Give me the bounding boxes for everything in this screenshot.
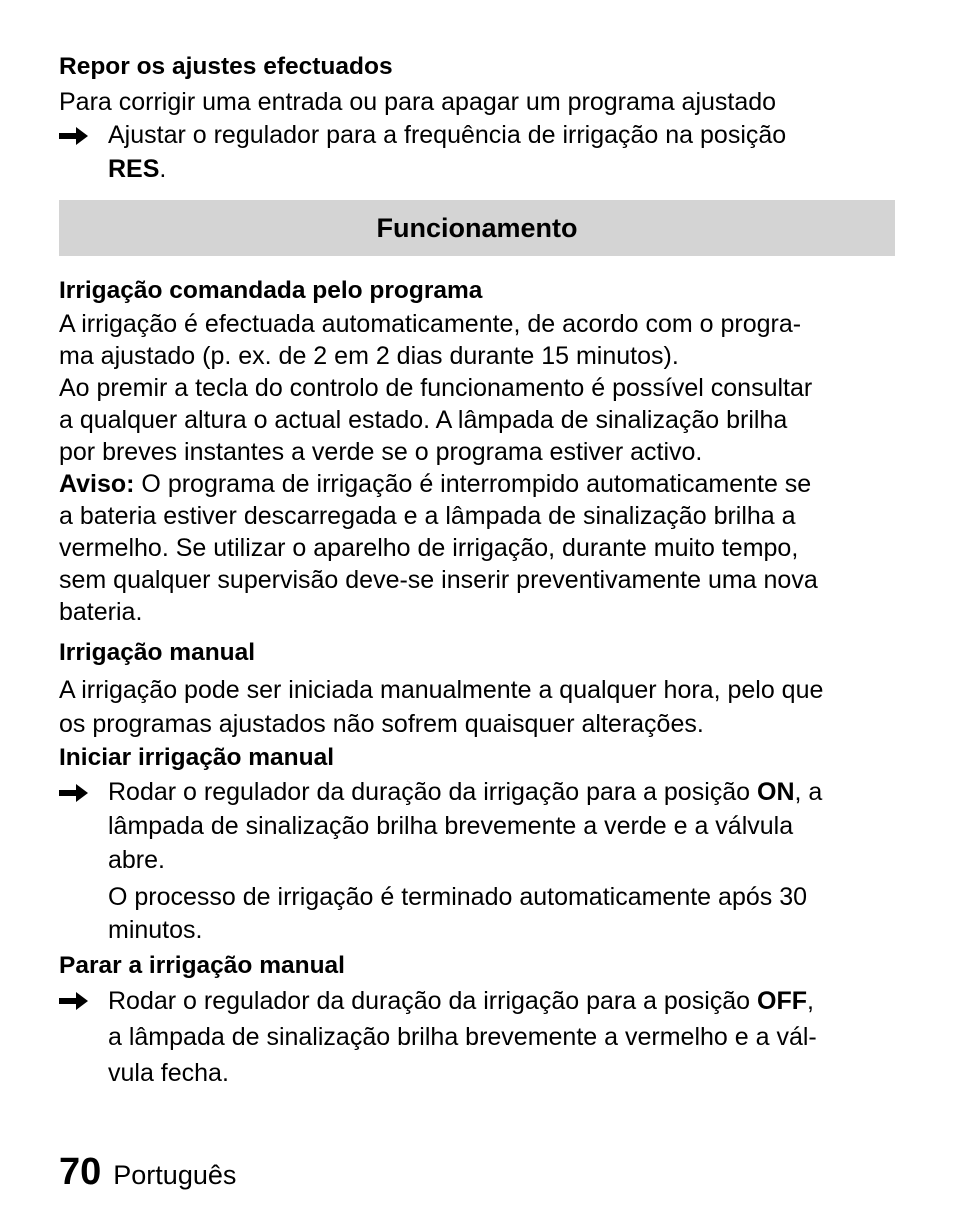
paragraph: Para corrigir uma entrada ou para apagar um programa ajustado <box>59 88 777 116</box>
arrow-right-icon <box>59 126 89 146</box>
section-manual-irrigation <box>59 638 895 741</box>
paragraph-line: a qualquer altura o actual estado. A lâmpada de sinalização brilha <box>59 406 788 434</box>
paragraph-line: Ao premir a tecla do controlo de funcionamento é possível consultar <box>59 374 813 402</box>
section-banner <box>59 200 895 256</box>
paragraph-line: bateria. <box>59 598 143 626</box>
instruction-bullet <box>59 983 895 1091</box>
section-heading: Repor os ajustes efectuados <box>59 53 393 80</box>
bullet-text: Rodar o regulador da duração da irrigação para a posição <box>108 987 758 1015</box>
instruction-bullet <box>59 118 895 186</box>
section-heading: Irrigação manual <box>59 639 256 666</box>
bullet-text: lâmpada de sinalização brilha brevemente a verde e a válvula <box>108 812 794 840</box>
bullet-text: a lâmpada de sinalização brilha brevemente a vermelho e a vál- <box>108 1023 817 1051</box>
section-program-irrigation <box>59 276 895 628</box>
paragraph-line: os programas ajustados não sofrem quaisquer alterações. <box>59 710 704 738</box>
manual-page <box>59 52 895 1091</box>
warning-label: Aviso: <box>59 470 135 498</box>
section-reset <box>59 52 895 186</box>
page-footer <box>59 1150 236 1194</box>
warning-text: O programa de irrigação é interrompido automaticamente se <box>134 470 812 498</box>
paragraph-line: A irrigação pode ser iniciada manualmente a qualquer hora, pelo que <box>59 676 824 704</box>
section-stop-manual <box>59 951 895 1091</box>
language-label: Português <box>113 1160 237 1190</box>
arrow-right-icon <box>59 991 89 1011</box>
bullet-text: , a <box>794 778 823 806</box>
banner-title: Funcionamento <box>376 212 578 243</box>
section-heading: Parar a irrigação manual <box>59 952 345 979</box>
instruction-bullet <box>59 775 895 877</box>
section-heading: Iniciar irrigação manual <box>59 744 335 771</box>
paragraph-line: A irrigação é efectuada automaticamente, de acordo com o progra- <box>59 310 802 338</box>
arrow-right-icon <box>59 783 89 803</box>
position-off: OFF <box>757 987 808 1015</box>
section-start-manual <box>59 743 895 947</box>
note-line: O processo de irrigação é terminado automaticamente após 30 <box>108 883 807 911</box>
note-line: minutos. <box>108 916 203 944</box>
paragraph-line: por breves instantes a verde se o programa estiver activo. <box>59 438 703 466</box>
bullet-text: Ajustar o regulador para a frequência de irrigação na posição <box>108 121 787 149</box>
bullet-text: , <box>807 987 814 1015</box>
section-heading: Irrigação comandada pelo programa <box>59 277 483 304</box>
paragraph-line: vermelho. Se utilizar o aparelho de irrigação, durante muito tempo, <box>59 534 799 562</box>
bullet-text-end: . <box>159 155 167 183</box>
paragraph-line: sem qualquer supervisão deve-se inserir preventivamente uma nova <box>59 566 818 594</box>
paragraph-line: a bateria estiver descarregada e a lâmpada de sinalização brilha a <box>59 502 796 530</box>
position-res: RES <box>108 155 160 183</box>
paragraph-line: ma ajustado (p. ex. de 2 em 2 dias durante 15 minutos). <box>59 342 679 370</box>
position-on: ON <box>757 778 795 806</box>
bullet-text: vula fecha. <box>108 1059 229 1087</box>
page-number: 70 <box>59 1151 102 1193</box>
note-text <box>59 881 895 947</box>
warning-line <box>59 468 895 500</box>
bullet-text: abre. <box>108 846 165 874</box>
bullet-text: Rodar o regulador da duração da irrigação para a posição <box>108 778 758 806</box>
